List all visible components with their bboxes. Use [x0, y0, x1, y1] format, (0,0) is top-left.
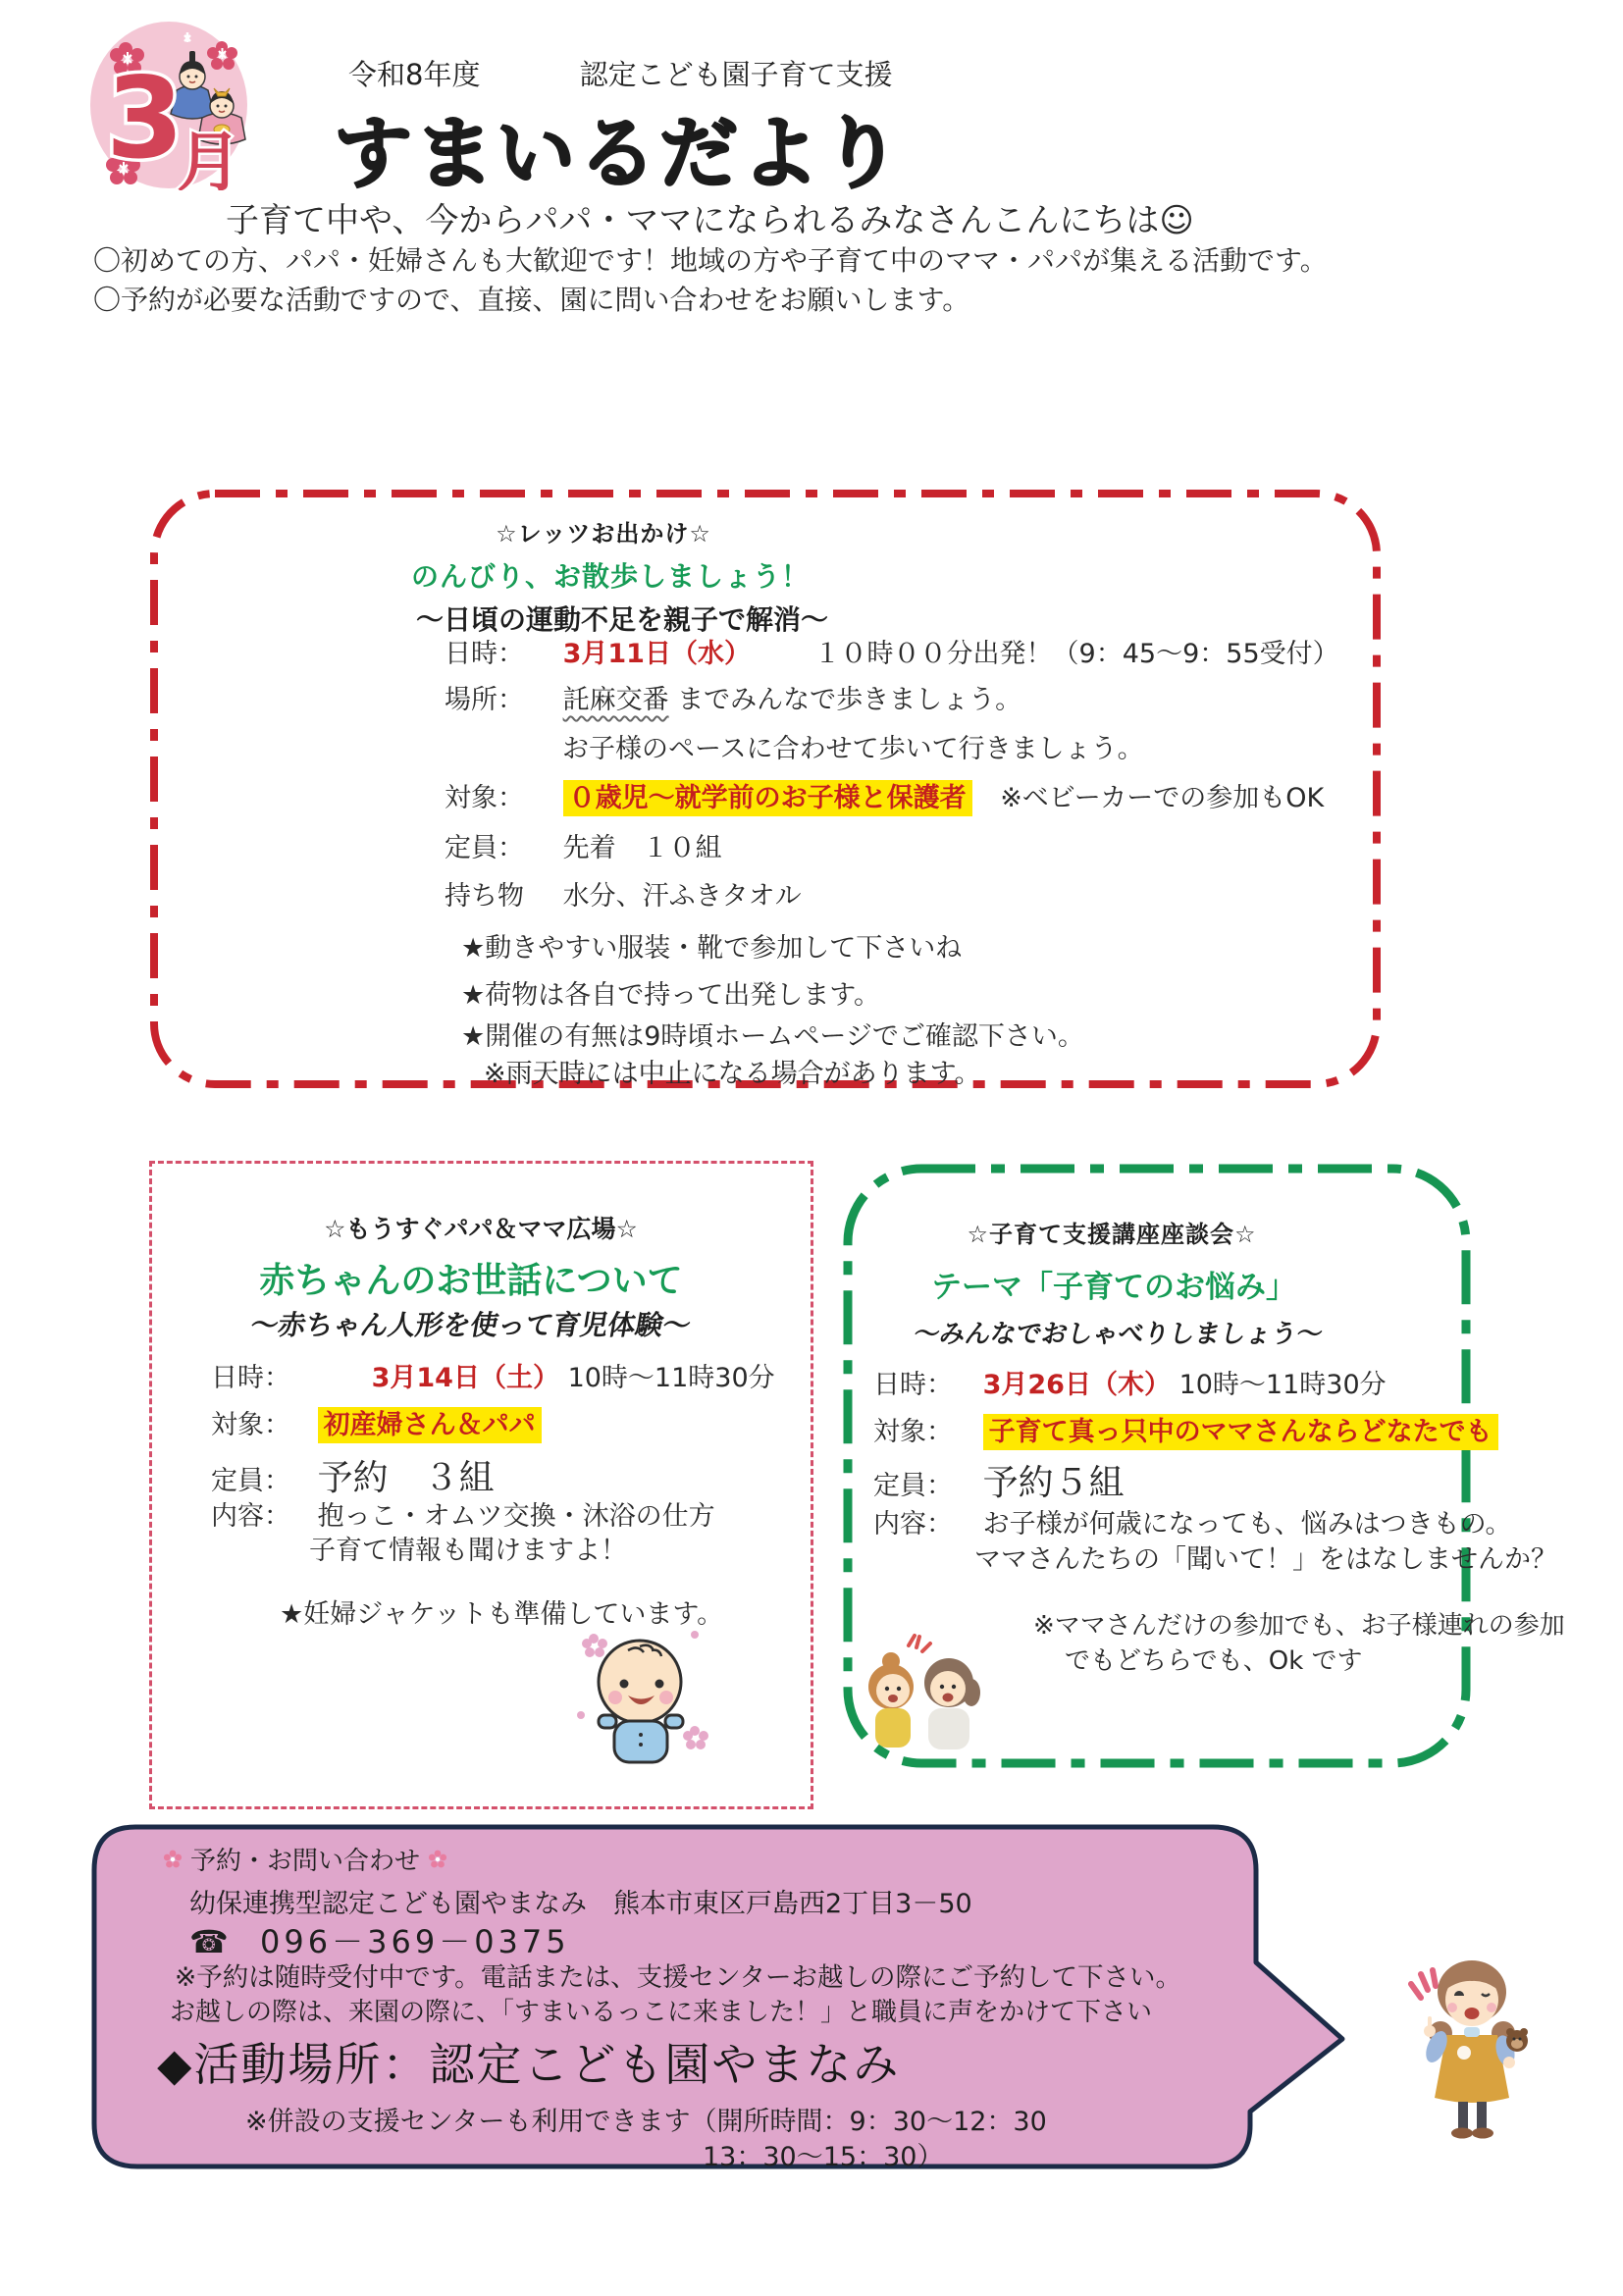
capacity-value: 先着 １０組: [562, 833, 722, 863]
baby-illustration: [569, 1625, 716, 1772]
target-label: 対象：: [211, 1410, 290, 1440]
walk-note-4: ※雨天時には中止になる場合があります。: [484, 1059, 981, 1089]
capacity-label: 定員：: [873, 1471, 953, 1501]
target-note: ※ベビーカーでの参加もOK: [1000, 783, 1325, 813]
datetime-date: 3月14日（土）: [371, 1363, 559, 1393]
datetime-label: 日時：: [873, 1370, 953, 1400]
exclaim-sparks-icon: [1411, 1970, 1436, 1998]
baby-care-capacity-row: [211, 1450, 495, 1500]
phone-number: 096－369－0375: [260, 1923, 570, 1960]
content-line-1: お子様が何歳になっても、悩みはつきもの。: [982, 1509, 1512, 1539]
baby-care-tagline: ☆もうすぐパパ＆ママ広場☆: [324, 1215, 638, 1243]
target-label: 対象：: [873, 1417, 953, 1447]
walk-capacity-row: [445, 826, 722, 864]
flower-icon: [163, 1850, 183, 1869]
target-highlight: 初産婦さん＆パパ: [318, 1407, 542, 1443]
fiscal-year-label: 令和8年度: [348, 58, 481, 91]
walk-note-1: ★動きやすい服装・靴で参加して下さいね: [461, 933, 963, 964]
capacity-value: 予約 ３組: [317, 1458, 495, 1498]
capacity-value: 予約５組: [982, 1463, 1125, 1503]
walk-note-3: ★開催の有無は9時頃ホームページでご確認下さい。: [461, 1021, 1084, 1052]
intro-line-2: 〇予約が必要な活動ですので、直接、園に問い合わせをお願いします。: [93, 284, 970, 316]
bear-puppet-icon: [1506, 2028, 1528, 2052]
capacity-label: 定員：: [211, 1466, 290, 1496]
newsletter-title: すまいるだより: [334, 108, 904, 199]
talk-event-box: [842, 1163, 1565, 1769]
walk-subtitle: ～日頃の運動不足を親子で解消～: [415, 603, 829, 636]
target-highlight: 子育て真っ只中のママさんならどなたでも: [983, 1414, 1498, 1450]
target-label: 対象：: [445, 783, 524, 813]
walk-event-box: [149, 489, 1382, 1089]
badge-month-number: 3: [106, 53, 184, 183]
talk-datetime-row: [873, 1363, 1387, 1401]
baby-care-title: 赤ちゃんのお世話について: [259, 1261, 683, 1301]
belongings-value: 水分、汗ふきタオル: [562, 881, 802, 912]
talk-content-row: [873, 1502, 1512, 1540]
contact-hours-line2: 13：30～15：30）: [703, 2142, 944, 2172]
baby-care-subtitle: ～赤ちゃん人形を使って育児体験～: [247, 1309, 694, 1341]
contact-heading-row: [163, 1841, 447, 1877]
teacher-illustration: [1386, 1945, 1547, 2166]
datetime-date: 3月11日（水）: [562, 639, 751, 669]
walk-belongings-row: [445, 874, 802, 913]
contact-note-2: お越しの際は、来園の際に、「すまいるっこに来ました！」と職員に声をかけて下さい: [170, 1998, 1153, 2027]
exclaim-sparks-icon: [909, 1636, 930, 1651]
phone-icon: ☎: [189, 1923, 233, 1960]
baby-care-target-row: [211, 1403, 542, 1441]
belongings-label: 持ち物: [445, 881, 524, 912]
header-line: [348, 53, 893, 93]
content-line-1: 抱っこ・オムツ交換・沐浴の仕方: [317, 1501, 715, 1532]
datetime-rest: 10時～11時30分: [567, 1363, 775, 1393]
talk-capacity-row: [873, 1455, 1125, 1505]
contact-org-line: 幼保連携型認定こども園やまなみ 熊本市東区戸島西2丁目3－50: [189, 1889, 972, 1919]
badge-month-kanji: 月: [177, 125, 241, 190]
datetime-rest: １０時００分出発！（9：45～9：55受付）: [813, 639, 1339, 669]
walk-target-row: [445, 776, 1324, 814]
talk-note-line2: でもどちらでも、Ok です: [1065, 1646, 1363, 1676]
march-badge: [86, 20, 251, 190]
walk-title: のんびり、お散歩しましょう！: [410, 560, 811, 593]
talk-content-line2: ママさんたちの「聞いて！」をはなしませんか？: [974, 1544, 1557, 1575]
walk-datetime-row: [445, 632, 1339, 670]
datetime-label: 日時：: [445, 639, 524, 669]
talk-target-row: [873, 1410, 1498, 1448]
talk-tagline: ☆子育て支援講座座談会☆: [967, 1221, 1257, 1248]
talk-note-line1: ※ママさんだけの参加でも、お子様連れの参加: [1033, 1611, 1565, 1641]
talking-kids-illustration: [854, 1632, 1006, 1759]
content-label: 内容：: [873, 1509, 953, 1539]
talk-subtitle: ～みんなでおしゃべりしましょう～: [911, 1320, 1326, 1349]
target-highlight: ０歳児～就学前のお子様と保護者: [563, 780, 972, 816]
walk-pace-note: お子様のペースに合わせて歩いて行きましょう。: [562, 734, 1144, 764]
baby-care-note: ★妊婦ジャケットも準備しています。: [280, 1599, 724, 1630]
flower-icon: [428, 1850, 447, 1869]
intro-line-1: 〇初めての方、パパ・妊婦さんも大歓迎です！地域の方や子育て中のママ・パパが集える活動です。: [93, 244, 1328, 277]
baby-care-datetime-row: [211, 1356, 775, 1394]
contact-heading: 予約・お問い合わせ: [190, 1847, 421, 1876]
baby-care-event-box: [149, 1161, 813, 1809]
contact-section: [86, 1817, 1362, 2190]
place-name: 託麻交番: [562, 685, 669, 715]
contact-note-1: ※予約は随時受付中です。電話または、支援センターお越しの際にご予約して下さい。: [175, 1962, 1182, 1993]
baby-care-content-row: [211, 1494, 715, 1533]
intro-paragraph: [93, 241, 1328, 320]
talk-title: テーマ「子育てのお悩み」: [931, 1270, 1296, 1305]
datetime-date: 3月26日（木）: [982, 1370, 1171, 1400]
walk-tagline: ☆レッツお出かけ☆: [496, 520, 711, 548]
walk-place-row: [445, 678, 1021, 716]
walk-note-2: ★荷物は各自で持って出発します。: [461, 980, 881, 1011]
activity-location-line: ◆活動場所：認定こども園やまなみ: [157, 2038, 901, 2091]
program-label: 認定こども園子育て支援: [579, 58, 893, 91]
datetime-rest: 10時～11時30分: [1178, 1370, 1387, 1400]
place-label: 場所：: [445, 685, 524, 715]
contact-hours-line1: ※併設の支援センターも利用できます（開所時間：9：30～12：30: [245, 2107, 1047, 2137]
baby-care-content-line2: 子育て情報も聞けますよ！: [309, 1536, 627, 1566]
greeting-line: 子育て中や、今からパパ・ママになられるみなさんこんにちは☺: [226, 201, 1194, 240]
content-label: 内容：: [211, 1501, 290, 1532]
place-rest: までみんなで歩きましょう。: [677, 685, 1022, 715]
capacity-label: 定員：: [445, 833, 524, 863]
datetime-label: 日時：: [211, 1363, 290, 1393]
